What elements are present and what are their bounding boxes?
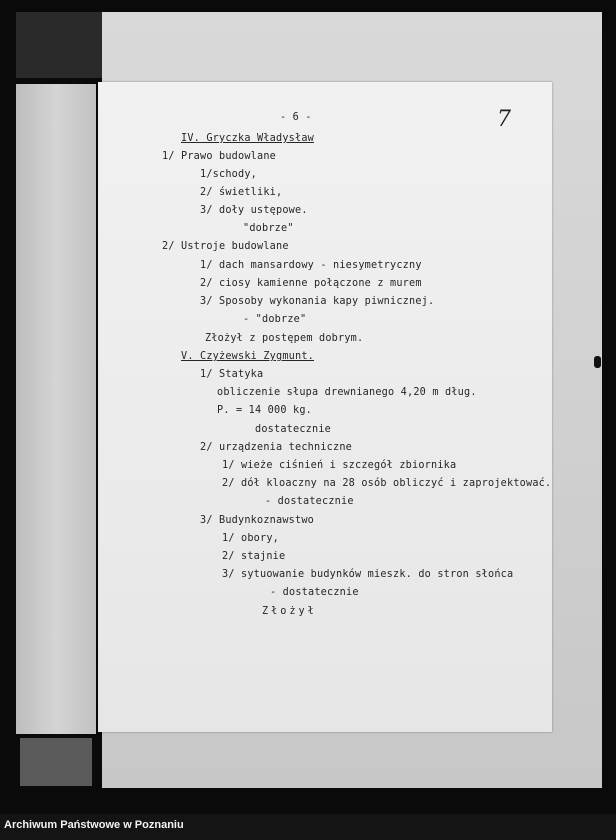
text-line: 1/schody, [200, 169, 258, 180]
text-line: 1/ wieże ciśnień i szczegół zbiornika [222, 460, 457, 471]
closing-word: Złożył [262, 606, 317, 617]
grade-text: "dobrze" [243, 223, 294, 234]
text-line: 2/ stajnie [222, 551, 286, 562]
text-line: obliczenie słupa drewnianego 4,20 m dług. [217, 387, 477, 398]
grade-text: - "dobrze" [243, 314, 307, 325]
section-heading: V. Czyżewski Zygmunt. [181, 351, 315, 362]
text-line: 2/ dół kloaczny na 28 osób obliczyć i zaprojektować. [222, 478, 552, 489]
archive-name: Archiwum Państwowe w Poznaniu [4, 819, 184, 831]
text-line: 2/ świetliki, [200, 187, 283, 198]
text-line: 3/ Sposoby wykonania kapy piwnicznej. [200, 296, 435, 307]
text-line: 3/ sytuowanie budynków mieszk. do stron słońca [222, 569, 514, 580]
summary-line: Złożył z postępem dobrym. [205, 333, 364, 344]
text-line: P. = 14 000 kg. [217, 405, 313, 416]
grade-text: - dostatecznie [270, 587, 359, 598]
grade-text: dostatecznie [255, 424, 332, 435]
text-line: 1/ Statyka [200, 369, 264, 380]
text-line: 2/ urządzenia techniczne [200, 442, 353, 453]
text-line: 3/ doły ustępowe. [200, 205, 308, 216]
text-line: 2/ ciosy kamienne połączone z murem [200, 278, 422, 289]
handwritten-page-number: 7 [497, 107, 511, 132]
grade-text: - dostatecznie [265, 496, 354, 507]
archive-footer [0, 814, 616, 840]
text-line: 1/ Prawo budowlane [162, 151, 277, 162]
text-line: 1/ dach mansardowy - niesymetryczny [200, 260, 422, 271]
text-line: 1/ obory, [222, 533, 280, 544]
text-line: 3/ Budynkoznawstwo [200, 515, 315, 526]
text-line: 2/ Ustroje budowlane [162, 241, 289, 252]
page-number: - 6 - [280, 112, 312, 123]
section-heading: IV. Gryczka Władysław [181, 133, 315, 144]
